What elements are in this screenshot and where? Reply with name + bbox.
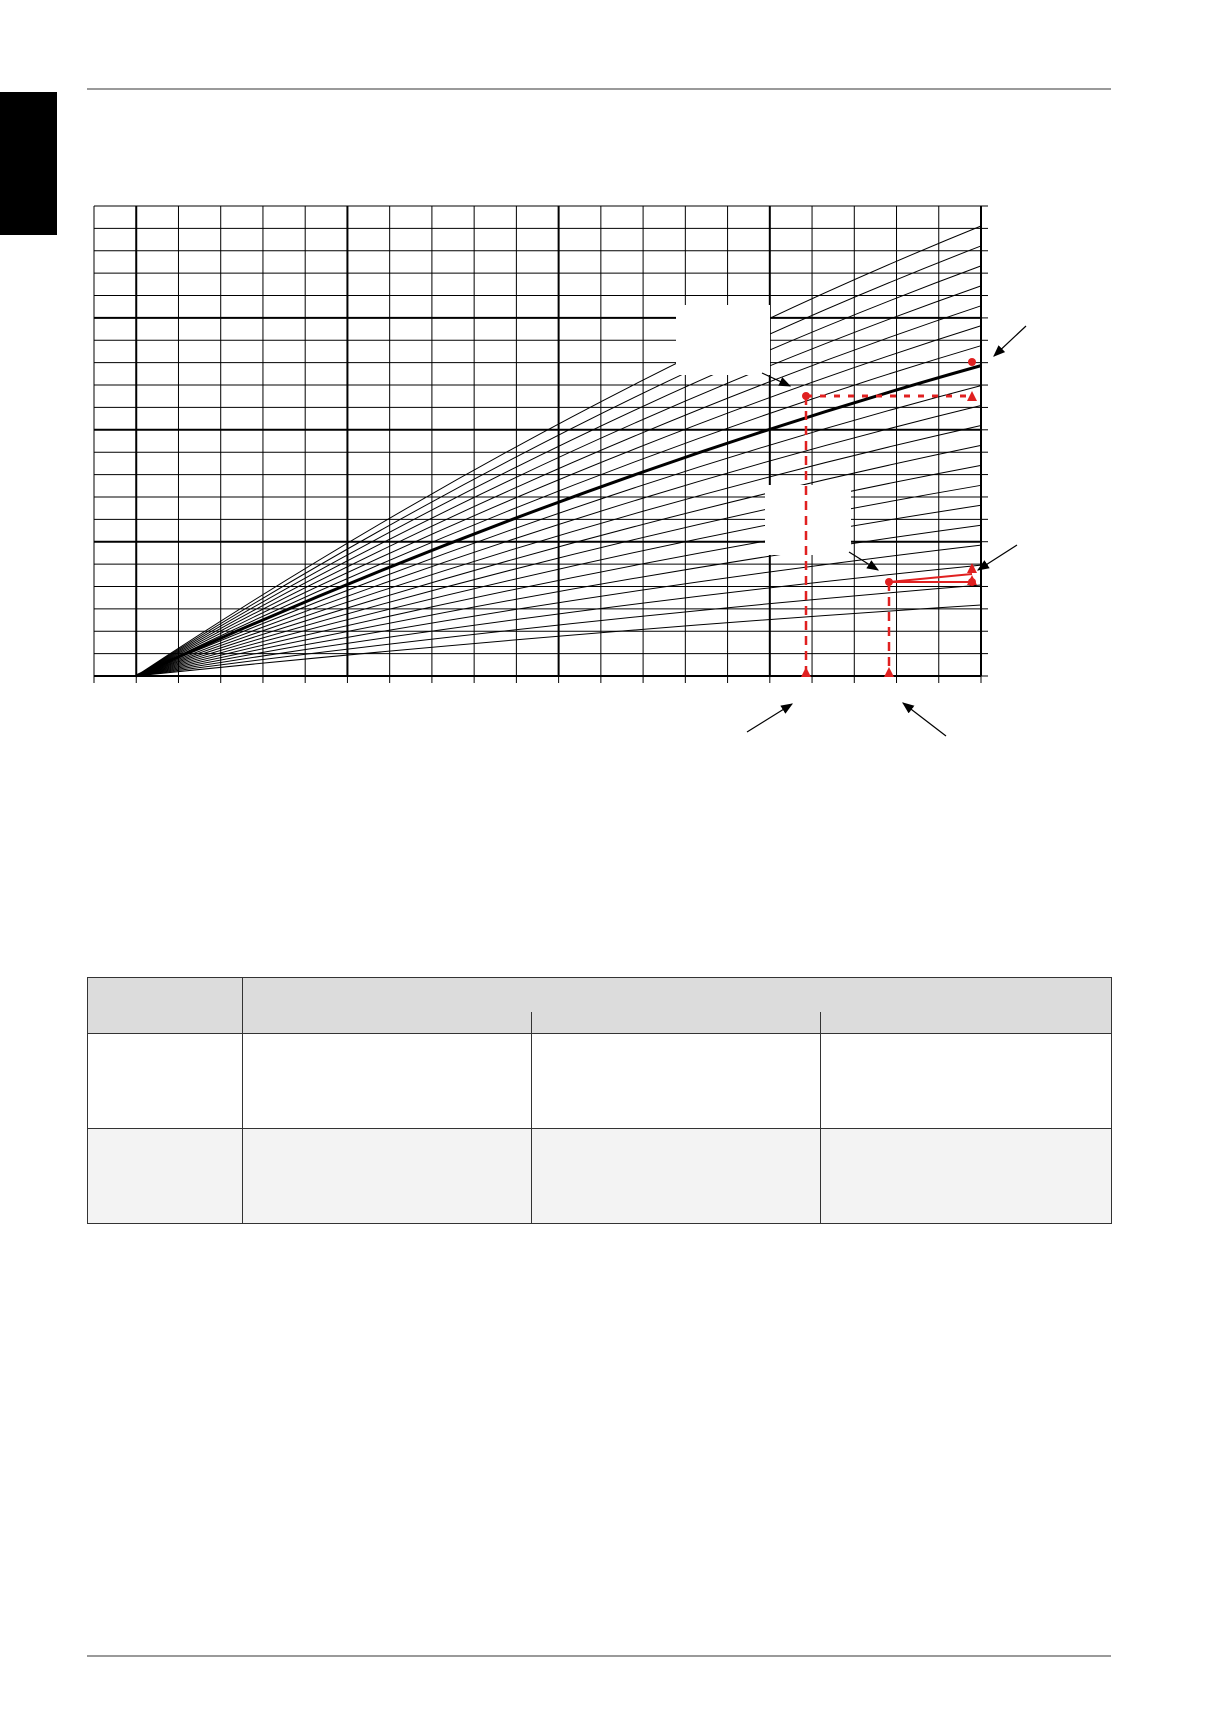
arrow-right-upper xyxy=(994,326,1026,356)
table-cell xyxy=(821,1034,1112,1129)
reading-marker xyxy=(967,575,977,585)
reading-marker xyxy=(801,667,811,677)
table-subheader xyxy=(243,1012,532,1034)
table-subheader xyxy=(821,1012,1112,1034)
arrow-bottom-left xyxy=(747,704,792,732)
arrow-callout-upper xyxy=(762,373,790,386)
spec-table xyxy=(87,977,1112,1224)
table-row xyxy=(88,1129,1112,1224)
arrow-right-lower xyxy=(978,545,1017,570)
table-row xyxy=(88,1034,1112,1129)
callout-box-upper xyxy=(676,305,770,375)
callout-box-lower xyxy=(765,485,851,555)
table-cell xyxy=(243,1129,532,1224)
table-header-group xyxy=(243,978,1112,1012)
table-cell xyxy=(532,1129,821,1224)
table-subheader xyxy=(532,1012,821,1034)
reading-point xyxy=(802,392,810,400)
reading-point xyxy=(885,578,893,586)
table-cell xyxy=(532,1034,821,1129)
table-cell xyxy=(821,1129,1112,1224)
performance-chart xyxy=(0,0,1224,800)
table-header-first xyxy=(88,978,243,1034)
table-cell xyxy=(243,1034,532,1129)
table-cell xyxy=(88,1034,243,1129)
reading-marker xyxy=(967,391,977,401)
table-cell xyxy=(88,1129,243,1224)
arrow-bottom-right xyxy=(903,703,946,736)
reading-horizontal-lower-alt xyxy=(889,574,972,582)
reading-marker xyxy=(884,667,894,677)
footer-rule xyxy=(87,1655,1111,1657)
reading-point xyxy=(968,358,976,366)
